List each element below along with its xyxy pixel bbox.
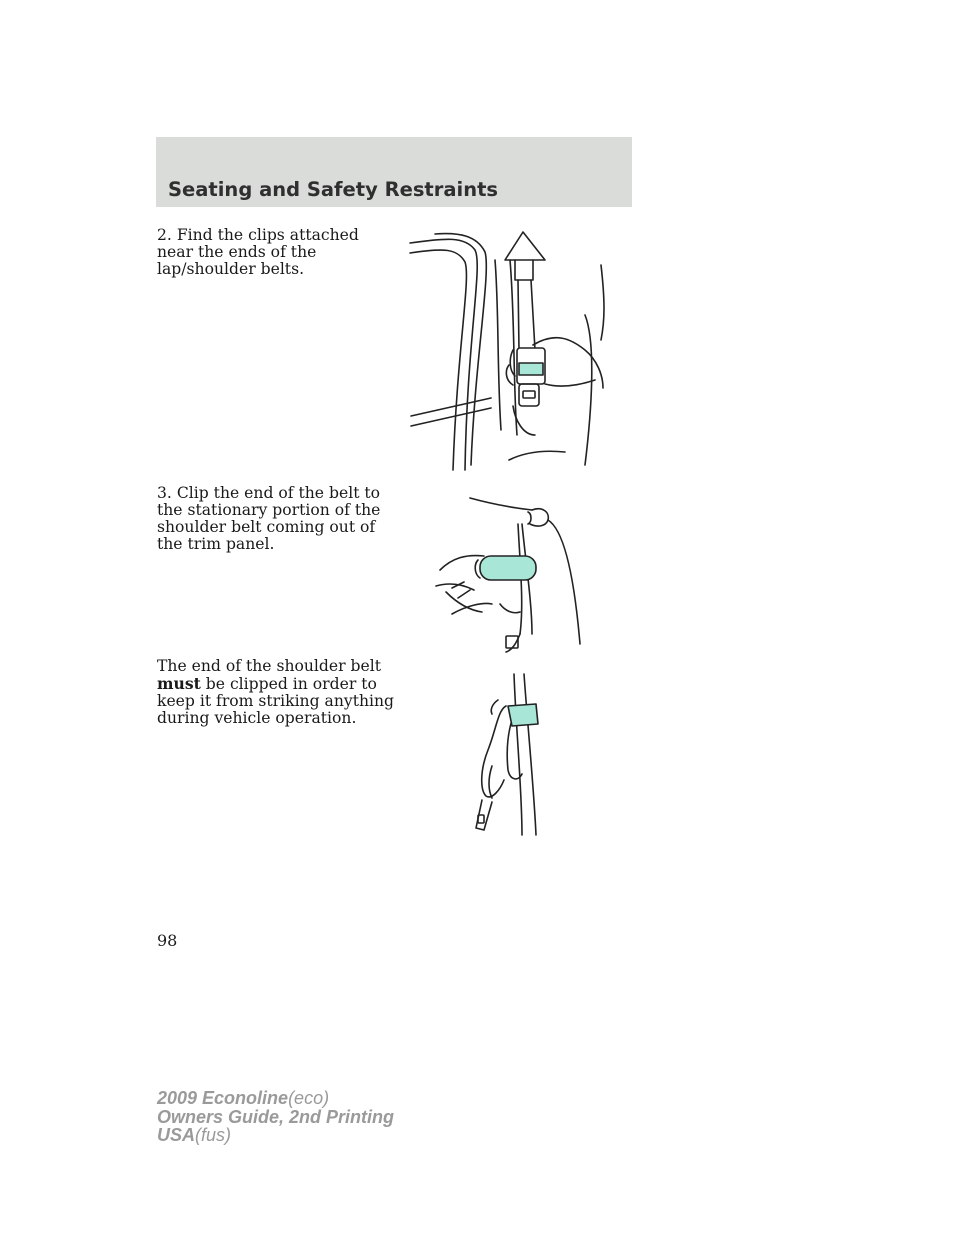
belt-clip-hand-illustration (405, 220, 615, 470)
note-text (157, 658, 397, 727)
footer-model-code: (eco) (288, 1088, 330, 1108)
page-number: 98 (157, 931, 178, 950)
note-after: be clipped in order to keep it from striking anything during vehicle operation. (157, 675, 395, 727)
step-3-text (157, 485, 397, 553)
step-2-paragraph: 2. Find the clips attached near the ends of the lap/shoulder belts. (157, 226, 359, 278)
note-before: The end of the shoulder belt (157, 657, 382, 675)
figure-clipped-belt (462, 670, 552, 840)
footer-guide: Owners Guide, 2nd Printing (157, 1106, 395, 1127)
figure-belt-clip-hand (405, 220, 615, 470)
footer-line-1 (157, 1089, 394, 1108)
footer-region-code: (fus) (195, 1125, 232, 1145)
footer-line-2 (157, 1108, 394, 1127)
clip-shape-3 (508, 704, 538, 726)
clipping-belt-illustration (432, 494, 592, 654)
footer-model: 2009 Econoline (157, 1088, 289, 1108)
clip-shape-2 (480, 556, 536, 580)
note-emphasis: must (157, 674, 201, 693)
clip-shape-1 (519, 363, 543, 375)
step-3-paragraph: 3. Clip the end of the belt to the stationary portion of the shoulder belt coming out of the trim panel. (157, 484, 381, 553)
footer-region: USA (157, 1125, 196, 1145)
section-title: Seating and Safety Restraints (168, 178, 499, 201)
footer-line-3 (157, 1126, 394, 1145)
clipped-belt-illustration (462, 670, 552, 840)
figure-clipping-belt (432, 494, 592, 654)
step-2-text (157, 227, 397, 278)
footer-info (157, 1089, 394, 1145)
note-paragraph (157, 658, 397, 727)
